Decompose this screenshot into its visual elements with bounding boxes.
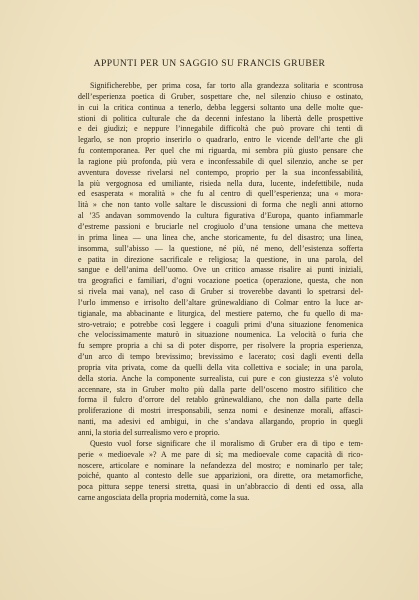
text-line: che velocissimamente maturò in situazione noumenica. La velocità o furia che [78,330,363,340]
text-line: si rivela mai vana), nel caso di Gruber si troverebbe davanti lo spetrarsi del- [78,287,363,297]
text-line: proliferazione di mostri irresponsabili, senza nomi e desinenze morali, affasci- [78,406,363,416]
text-line: Questo vuol forse significare che il moralismo di Gruber era di tipo e tem- [90,438,363,448]
text-line: l’urlo immenso e irrisolto dell’altare grünewaldiano di Colmar entro la luce ar- [78,297,363,307]
text-line: sangue e dell’anima dell’uomo. Ove un critico amasse risalire ai punti iniziali, [78,265,363,275]
text-line: poca pittura seppe tenersi stretta, quasi in un’abbraccio di denti ed ossa, alla [78,482,363,492]
text-line: tra geografici e familiari, d’ogni vocazione poetica (operazione, questa, che non [78,276,363,286]
text-line: stioni di politica culturale che da decenni infestano la libertà delle prospettive [78,113,363,123]
text-line: fu contemporanea. Per quel che mi riguarda, mi sembra più giusto pensare che [78,146,363,156]
text-line: la più vergognosa ed umiliante, risieda nella dura, lucente, indefettibile, nuda [78,178,363,188]
text-line: e patita in direzione sacrificale e religiosa; la questione, in una parola, del [78,254,363,264]
text-line: forma il fulcro d’orrore del retablo grünewaldiano, che non dalla parte della [78,395,363,405]
text-line: anni, la storia del surrealismo vero e proprio. [78,428,220,437]
text-line: avventura dovesse rivelarsi nel contempo, proprio per la sua inconfessabilità, [78,167,363,177]
text-line: al ’35 andavan sommovendo la cultura figurativa d’Europa, quanto infiammarle [78,211,363,221]
text-line: tigianale, ma abbacinante e liturgica, del mestiere paterno, che fu quello di ma- [78,308,363,318]
text-line: propria vita privata, come da quelli della vita collettiva e sociale; in una parola, [78,362,363,372]
text-line: in cui la critica continua a tenerlo, debba leggersi soltanto una delle molte que- [78,102,363,112]
text-line: nanti, ma adesivi ed ambigui, in che s’andava allargando, proprio in quegli [78,417,363,427]
text-line: carne angosciata della propria modernità, come la sua. [78,493,250,503]
text-line: in prima linea — una linea che, anche storicamente, fu del disastro; una linea, [78,232,363,242]
text-line: e dei giudizi; e neppure l’innegabile difficoltà che può provare chi tenti di [78,124,363,134]
text-line: d’un arco di tempo brevissimo; brevissimo e lacerato; così dagli eventi della [78,352,363,362]
text-line: accennare, sta in Gruber molto più dalla parte dell’osceno mostro sifilitico che [78,384,363,394]
text-line: la ragione più profonda, più vera e inconfessabile di quel silenzio, anche se per [78,156,363,166]
text-line: stro-vetraio; e potrebbe così leggere i coaguli primi d’una situazione fenomenica [78,319,363,329]
text-line: poiché, quanto al contesto delle sue apparizioni, ora dirette, ora metamorfiche, [78,471,363,481]
text-line: ed esasperata « moralità » che fu al centro di quell’esperienza; una « mora- [78,189,363,199]
paragraph [78,439,363,504]
text-line: Significherebbe, per prima cosa, far torto alla grandezza solitaria e scontrosa [90,81,363,90]
text-line: insomma, sull’abisso — la questione, né più, né meno, dell’esistenza sofferta [78,243,363,253]
text-line: legarlo, se non proprio inserirlo o quadrarlo, entro le vicende dell’arte che gli [78,135,363,145]
text-line: fu sempre propria a chi sa di poter disporre, per risolvere la propria esperienza, [78,341,363,351]
text-line: della storia. Anche la componente surrealista, cui pure e con giustezza s’è voluto [78,373,363,383]
text-line: lità » che non tanto volle saltare le discussioni di forma che negli anni attorno [78,200,363,210]
text-line: perie « medioevale »? A me pare di sì; ma medioevale come capacità di rico- [78,449,363,459]
text-line: dell’esperienza poetica di Gruber, sospettare che, nel silenzio chiuso e ostinato, [78,91,363,101]
page-title: APPUNTI PER UN SAGGIO SU FRANCIS GRUBER [93,58,326,69]
text-line: noscere, articolare e nominare la nefandezza del mostro; e nominarlo per tale; [78,460,363,470]
paragraph [78,81,363,439]
essay-body [78,81,363,504]
text-line: d’estreme passioni e bruciarle nel crogiuolo d’una tensione umana che metteva [78,221,363,231]
